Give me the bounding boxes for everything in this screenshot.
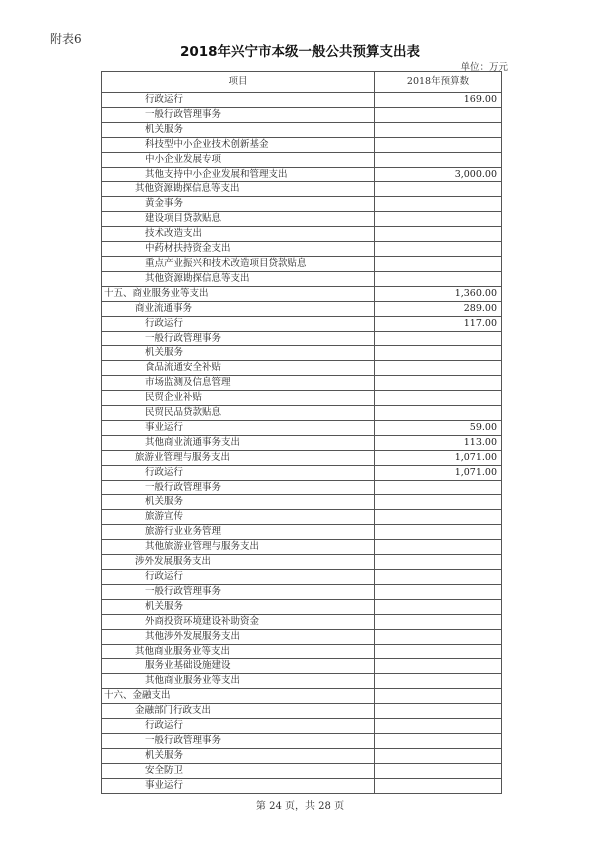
- row-item: 行政运行: [102, 93, 375, 108]
- table-row: [102, 167, 502, 182]
- row-amount: 1,071.00: [375, 450, 502, 465]
- row-amount: [375, 361, 502, 376]
- row-amount: [375, 480, 502, 495]
- row-amount: [375, 555, 502, 570]
- row-item: 中药材扶持资金支出: [102, 242, 375, 257]
- row-amount: [375, 629, 502, 644]
- table-row: [102, 301, 502, 316]
- row-item: 机关服务: [102, 599, 375, 614]
- row-item: 其他商业服务业等支出: [102, 644, 375, 659]
- table-row: [102, 614, 502, 629]
- row-item: 一般行政管理事务: [102, 584, 375, 599]
- row-item: 机关服务: [102, 122, 375, 137]
- row-amount: [375, 197, 502, 212]
- row-amount: [375, 122, 502, 137]
- table-row: [102, 271, 502, 286]
- table-row: [102, 242, 502, 257]
- table-row: [102, 465, 502, 480]
- table-row: [102, 361, 502, 376]
- row-amount: [375, 271, 502, 286]
- row-amount: [375, 182, 502, 197]
- table-row: [102, 346, 502, 361]
- table-row: [102, 763, 502, 778]
- row-amount: [375, 778, 502, 793]
- row-item: 行政运行: [102, 465, 375, 480]
- row-item: 金融部门行政支出: [102, 704, 375, 719]
- row-amount: 117.00: [375, 316, 502, 331]
- table-row: [102, 599, 502, 614]
- table-row: [102, 719, 502, 734]
- row-amount: [375, 733, 502, 748]
- table-row: [102, 376, 502, 391]
- row-amount: [375, 510, 502, 525]
- row-item: 机关服务: [102, 748, 375, 763]
- table-row: [102, 212, 502, 227]
- table-row: [102, 629, 502, 644]
- row-amount: [375, 763, 502, 778]
- row-item: 其他支持中小企业发展和管理支出: [102, 167, 375, 182]
- row-amount: [375, 227, 502, 242]
- row-amount: 1,071.00: [375, 465, 502, 480]
- row-item: 机关服务: [102, 346, 375, 361]
- row-item: 市场监测及信息管理: [102, 376, 375, 391]
- row-amount: [375, 152, 502, 167]
- table-row: [102, 450, 502, 465]
- row-amount: [375, 137, 502, 152]
- table-row: [102, 540, 502, 555]
- table-row: [102, 525, 502, 540]
- row-item: 其他资源勘探信息等支出: [102, 271, 375, 286]
- row-amount: 289.00: [375, 301, 502, 316]
- row-item: 民贸民品贷款贴息: [102, 406, 375, 421]
- table-row: [102, 182, 502, 197]
- row-amount: 3,000.00: [375, 167, 502, 182]
- row-amount: [375, 689, 502, 704]
- table-body: [102, 93, 502, 794]
- row-amount: [375, 584, 502, 599]
- table-row: [102, 286, 502, 301]
- row-amount: [375, 256, 502, 271]
- row-item: 安全防卫: [102, 763, 375, 778]
- row-amount: [375, 107, 502, 122]
- row-amount: 59.00: [375, 420, 502, 435]
- row-item: 一般行政管理事务: [102, 480, 375, 495]
- row-amount: [375, 331, 502, 346]
- row-item: 十五、商业服务业等支出: [102, 286, 375, 301]
- row-amount: [375, 495, 502, 510]
- row-amount: 113.00: [375, 435, 502, 450]
- table-row: [102, 256, 502, 271]
- table-row: [102, 748, 502, 763]
- row-item: 食品流通安全补贴: [102, 361, 375, 376]
- row-amount: [375, 540, 502, 555]
- row-item: 其他资源勘探信息等支出: [102, 182, 375, 197]
- table-row: [102, 480, 502, 495]
- row-item: 建设项目贷款贴息: [102, 212, 375, 227]
- table-row: [102, 495, 502, 510]
- table-row: [102, 227, 502, 242]
- row-amount: [375, 391, 502, 406]
- table-row: [102, 644, 502, 659]
- table-row: [102, 122, 502, 137]
- row-amount: [375, 614, 502, 629]
- row-item: 技术改造支出: [102, 227, 375, 242]
- table-row: [102, 93, 502, 108]
- row-amount: [375, 406, 502, 421]
- table-row: [102, 331, 502, 346]
- row-item: 机关服务: [102, 495, 375, 510]
- table-row: [102, 406, 502, 421]
- row-amount: 169.00: [375, 93, 502, 108]
- table-row: [102, 510, 502, 525]
- row-item: 十六、金融支出: [102, 689, 375, 704]
- header-item: 项目: [102, 72, 375, 93]
- table-row: [102, 704, 502, 719]
- row-amount: [375, 346, 502, 361]
- row-item: 一般行政管理事务: [102, 733, 375, 748]
- table-row: [102, 674, 502, 689]
- attachment-label: 附表6: [50, 32, 82, 46]
- row-amount: [375, 659, 502, 674]
- row-item: 科技型中小企业技术创新基金: [102, 137, 375, 152]
- row-item: 民贸企业补贴: [102, 391, 375, 406]
- row-amount: [375, 376, 502, 391]
- row-amount: [375, 748, 502, 763]
- row-item: 涉外发展服务支出: [102, 555, 375, 570]
- table-row: [102, 689, 502, 704]
- row-amount: [375, 599, 502, 614]
- table-row: [102, 391, 502, 406]
- row-amount: [375, 704, 502, 719]
- row-item: 一般行政管理事务: [102, 331, 375, 346]
- table-row: [102, 555, 502, 570]
- row-item: 其他旅游业管理与服务支出: [102, 540, 375, 555]
- table-header-row: [102, 72, 502, 93]
- row-amount: [375, 570, 502, 585]
- row-item: 行政运行: [102, 719, 375, 734]
- table-row: [102, 107, 502, 122]
- row-item: 旅游行业业务管理: [102, 525, 375, 540]
- row-item: 外商投资环境建设补助资金: [102, 614, 375, 629]
- row-item: 服务业基础设施建设: [102, 659, 375, 674]
- table-row: [102, 733, 502, 748]
- row-item: 其他商业服务业等支出: [102, 674, 375, 689]
- row-item: 黄金事务: [102, 197, 375, 212]
- table-row: [102, 435, 502, 450]
- unit-label: 单位：万元: [460, 62, 508, 73]
- row-amount: [375, 644, 502, 659]
- row-item: 重点产业振兴和技术改造项目贷款贴息: [102, 256, 375, 271]
- row-amount: [375, 719, 502, 734]
- row-item: 一般行政管理事务: [102, 107, 375, 122]
- row-item: 其他涉外发展服务支出: [102, 629, 375, 644]
- row-item: 其他商业流通事务支出: [102, 435, 375, 450]
- row-item: 商业流通事务: [102, 301, 375, 316]
- row-item: 行政运行: [102, 570, 375, 585]
- row-amount: [375, 242, 502, 257]
- budget-table: [101, 71, 502, 794]
- table-row: [102, 420, 502, 435]
- row-item: 旅游业管理与服务支出: [102, 450, 375, 465]
- table-row: [102, 570, 502, 585]
- table-row: [102, 316, 502, 331]
- table-row: [102, 152, 502, 167]
- row-item: 旅游宣传: [102, 510, 375, 525]
- row-item: 行政运行: [102, 316, 375, 331]
- row-item: 事业运行: [102, 778, 375, 793]
- table-row: [102, 584, 502, 599]
- row-amount: 1,360.00: [375, 286, 502, 301]
- header-amount: 2018年预算数: [375, 72, 502, 93]
- page-footer: 第 24 页，共 28 页: [255, 801, 345, 812]
- row-item: 事业运行: [102, 420, 375, 435]
- table-row: [102, 137, 502, 152]
- table-row: [102, 778, 502, 793]
- page-title: 2018年兴宁市本级一般公共预算支出表: [179, 44, 421, 60]
- row-amount: [375, 212, 502, 227]
- row-amount: [375, 674, 502, 689]
- table-row: [102, 659, 502, 674]
- row-amount: [375, 525, 502, 540]
- table-row: [102, 197, 502, 212]
- row-item: 中小企业发展专项: [102, 152, 375, 167]
